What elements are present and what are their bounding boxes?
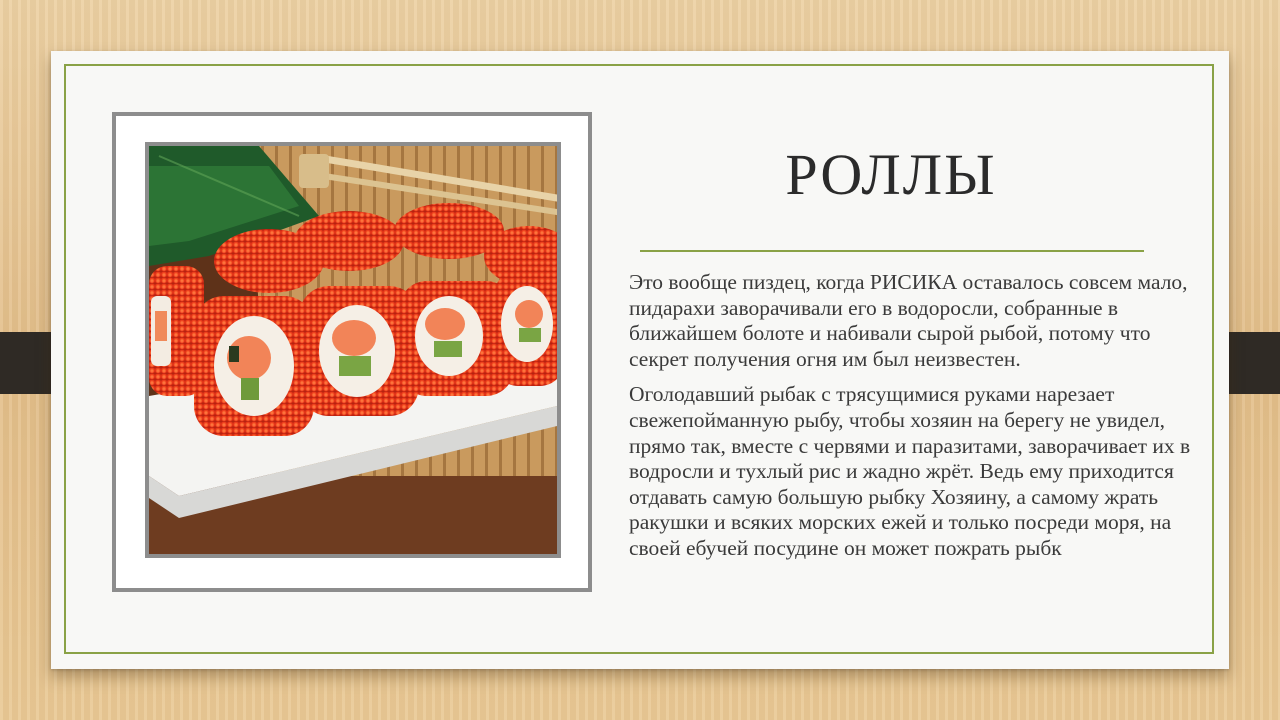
body-paragraph-2: Оголодавший рыбак с трясущимися руками нарезает свежепойманную рыбу, чтобы хозяин на берегу не увидел, прямо так, вместе с червями и паразитами, заворачивает их в водросли и тухлый рис и жадно жрёт. Ведь ему приходится отдавать самую большую рыбку Хозяину, а самому жрать ракушки и всяких морских ежей и только посреди моря, на своей ебучей посудине он может пожрать рыбк: [629, 382, 1191, 560]
body-paragraph-1: Это вообще пиздец, когда РИСИКА оставалось совсем мало, пидарахи заворачивали его в водоросли, собранные в ближайшем болоте и набивали сырой рыбой, потому что секрет получения огня им был неизвестен.: [629, 270, 1188, 371]
slide-body: [629, 270, 1199, 572]
sushi-rolls-photo: [145, 142, 561, 558]
slide: [51, 51, 1229, 669]
title-divider: [640, 250, 1144, 252]
slide-title: РОЛЛЫ: [785, 142, 997, 207]
